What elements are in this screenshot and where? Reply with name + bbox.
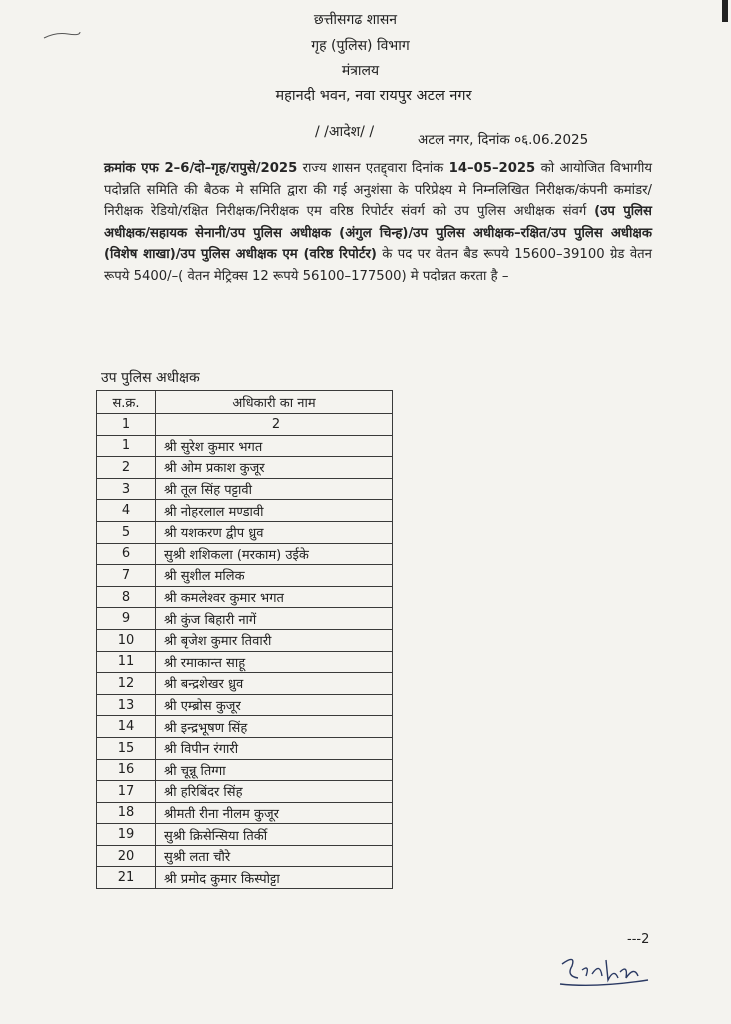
officer-name-cell: सुश्री क्रिसेन्सिया तिर्की xyxy=(156,824,393,846)
officer-name-cell: श्री हरिबिंदर सिंह xyxy=(156,781,393,803)
table-row xyxy=(97,845,393,867)
serial-cell: 20 xyxy=(97,845,156,867)
serial-cell: 14 xyxy=(97,716,156,738)
serial-cell: 7 xyxy=(97,565,156,587)
table-header-row xyxy=(97,391,393,414)
body-text-4: ग्रेड वेतन रूपये 5400/–( वेतन मेट्रिक्स 12 रूपये 56100–177500) मे पदोन्नत करता है – xyxy=(104,247,652,284)
serial-cell: 11 xyxy=(97,651,156,673)
officer-name-cell: श्री एम्ब्रोस कुजूर xyxy=(156,694,393,716)
officer-name-cell: श्री यशकरण द्वीप ध्रुव xyxy=(156,521,393,543)
serial-cell: 1 xyxy=(97,435,156,457)
table-row xyxy=(97,543,393,565)
serial-cell: 6 xyxy=(97,543,156,565)
signature xyxy=(556,950,656,990)
officer-name-cell: श्री कुंज बिहारी नागें xyxy=(156,608,393,630)
index-cell-serial: 1 xyxy=(97,414,156,436)
ref-number: क्रमांक एफ 2–6/दो–गृह/रापुसे/2025 xyxy=(104,161,298,176)
table-row xyxy=(97,500,393,522)
table-row xyxy=(97,435,393,457)
serial-cell: 18 xyxy=(97,802,156,824)
header-government: छत्तीसगढ शासन xyxy=(313,12,398,28)
col-header-name: अधिकारी का नाम xyxy=(156,391,393,414)
serial-cell: 19 xyxy=(97,824,156,846)
section-title: उप पुलिस अधीक्षक xyxy=(101,370,200,386)
serial-cell: 8 xyxy=(97,586,156,608)
officer-name-cell: श्री बन्द्रशेखर ध्रुव xyxy=(156,673,393,695)
meeting-date: 14–05–2025 xyxy=(448,161,536,176)
officer-name-cell: श्री प्रमोद कुमार किस्पोट्टा xyxy=(156,867,393,889)
scan-edge-mark xyxy=(722,0,728,22)
table-index-row xyxy=(97,414,393,436)
officer-name-cell: श्री चून्नू तिग्गा xyxy=(156,759,393,781)
table-row xyxy=(97,478,393,500)
header-ministry: मंत्रालय xyxy=(341,63,380,79)
col-header-serial: स.क्र. xyxy=(97,391,156,414)
pay-band: 15600–39100 xyxy=(514,247,605,262)
posts-list: (उप पुलिस अधीक्षक/सहायक सेनानी/उप पुलिस अधीक्षक (अंगुल चिन्ह)/उप पुलिस अधीक्षक–रक्षित/उप पुलिस अधीक्षक (विशेष शाखा)/उप पुलिस अधीक्षक एम (वरिष्ठ रिपोर्टर) xyxy=(104,204,652,262)
header-department: गृह (पुलिस) विभाग xyxy=(311,38,410,54)
officer-name-cell: श्री रमाकान्त साहू xyxy=(156,651,393,673)
table-row xyxy=(97,737,393,759)
order-date: अटल नगर, दिनांक ०६.06.2025 xyxy=(418,132,589,148)
index-cell-name: 2 xyxy=(156,414,393,436)
table-row xyxy=(97,521,393,543)
table-row xyxy=(97,759,393,781)
officer-name-cell: श्री बृजेश कुमार तिवारी xyxy=(156,629,393,651)
serial-cell: 2 xyxy=(97,457,156,479)
table-row xyxy=(97,608,393,630)
body-text-3: के पद पर वेतन बैड रूपये xyxy=(376,247,515,262)
serial-cell: 5 xyxy=(97,521,156,543)
officer-name-cell: श्री नोहरलाल मण्डावी xyxy=(156,500,393,522)
serial-cell: 9 xyxy=(97,608,156,630)
body-text-1: राज्य शासन एतद्द्वारा दिनांक xyxy=(297,161,449,176)
officers-table xyxy=(96,390,393,889)
body-text-2: को आयोजित विभागीय पदोन्नति समिति की बैठक मे समिति द्वारा की गई अनुशंसा के परिप्रेक्ष्य मे निम्नलिखित निरीक्षक/कंपनी कमांडर/निरीक्षक रेडियो/रक्षित निरीक्षक/निरीक्षक एम वरिष्ठ रिपोर्टर संवर्ग को उप पुलिस अधीक्षक संवर्ग xyxy=(104,161,653,219)
table-row xyxy=(97,781,393,803)
table-row xyxy=(97,651,393,673)
order-body xyxy=(104,158,652,287)
table-row xyxy=(97,457,393,479)
serial-cell: 12 xyxy=(97,673,156,695)
next-page-marker: ---2 xyxy=(627,932,650,947)
table-row xyxy=(97,867,393,889)
serial-cell: 17 xyxy=(97,781,156,803)
officer-name-cell: सुश्री लता चौरे xyxy=(156,845,393,867)
serial-cell: 21 xyxy=(97,867,156,889)
officer-name-cell: श्रीमती रीना नीलम कुजूर xyxy=(156,802,393,824)
serial-cell: 15 xyxy=(97,737,156,759)
officer-name-cell: श्री इन्द्रभूषण सिंह xyxy=(156,716,393,738)
header-address: महानदी भवन, नवा रायपुर अटल नगर xyxy=(275,88,472,104)
officer-name-cell: श्री विपीन रंगारी xyxy=(156,737,393,759)
table-row xyxy=(97,586,393,608)
table-row xyxy=(97,694,393,716)
officer-name-cell: श्री सुरेश कुमार भगत xyxy=(156,435,393,457)
officer-name-cell: श्री सुशील मलिक xyxy=(156,565,393,587)
officer-name-cell: श्री ओम प्रकाश कुजूर xyxy=(156,457,393,479)
table-row xyxy=(97,716,393,738)
serial-cell: 16 xyxy=(97,759,156,781)
officer-name-cell: श्री कमलेश्वर कुमार भगत xyxy=(156,586,393,608)
table-row xyxy=(97,802,393,824)
serial-cell: 10 xyxy=(97,629,156,651)
table-row xyxy=(97,824,393,846)
serial-cell: 3 xyxy=(97,478,156,500)
serial-cell: 4 xyxy=(97,500,156,522)
order-title: / /आदेश/ / xyxy=(315,124,375,140)
officer-name-cell: श्री तूल सिंह पट्टावी xyxy=(156,478,393,500)
table-row xyxy=(97,565,393,587)
table-row xyxy=(97,629,393,651)
serial-cell: 13 xyxy=(97,694,156,716)
table-row xyxy=(97,673,393,695)
officer-name-cell: सुश्री शशिकला (मरकाम) उईके xyxy=(156,543,393,565)
